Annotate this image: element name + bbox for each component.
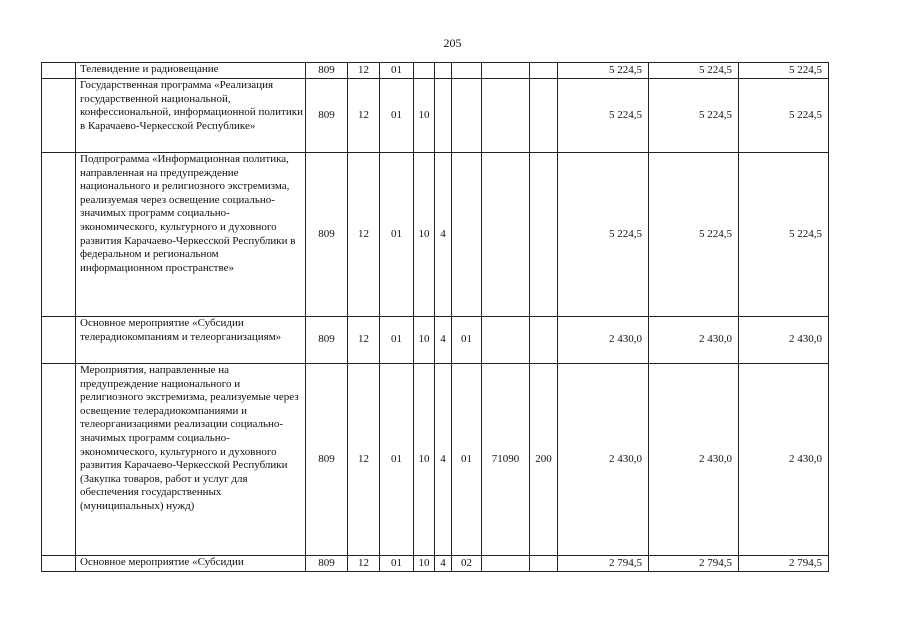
pr-cell: 01: [380, 79, 414, 153]
index-cell: [42, 556, 76, 572]
table-row: [42, 79, 829, 153]
csr-subprogram-cell: 4: [435, 556, 452, 572]
sum-year-3: 5 224,5: [739, 153, 829, 317]
rz-cell: 12: [348, 364, 380, 556]
pr-cell: 01: [380, 153, 414, 317]
pr-cell: 01: [380, 364, 414, 556]
ved-cell: 809: [306, 79, 348, 153]
sum-year-3: 2 430,0: [739, 364, 829, 556]
table-row: [42, 556, 829, 572]
csr-subprogram-cell: 4: [435, 153, 452, 317]
sum-year-2: 5 224,5: [649, 153, 739, 317]
budget-table: [41, 62, 829, 572]
csr-subprogram-cell: 4: [435, 364, 452, 556]
ved-cell: 809: [306, 364, 348, 556]
table-row: [42, 364, 829, 556]
pr-cell: 01: [380, 317, 414, 364]
csr-direction-cell: [482, 79, 530, 153]
sum-year-3: 2 794,5: [739, 556, 829, 572]
sum-year-2: 2 430,0: [649, 364, 739, 556]
csr-program-cell: 10: [414, 364, 435, 556]
row-name: Основное мероприятие «Субсидии: [76, 556, 306, 572]
ved-cell: 809: [306, 556, 348, 572]
rz-cell: 12: [348, 317, 380, 364]
vr-cell: [530, 317, 558, 364]
index-cell: [42, 63, 76, 79]
sum-year-1: 2 430,0: [558, 317, 649, 364]
index-cell: [42, 79, 76, 153]
csr-direction-cell: [482, 556, 530, 572]
pr-cell: 01: [380, 556, 414, 572]
csr-event-cell: 02: [452, 556, 482, 572]
ved-cell: 809: [306, 153, 348, 317]
sum-year-3: 5 224,5: [739, 79, 829, 153]
index-cell: [42, 153, 76, 317]
rz-cell: 12: [348, 79, 380, 153]
sum-year-2: 5 224,5: [649, 79, 739, 153]
vr-cell: [530, 153, 558, 317]
csr-program-cell: 10: [414, 79, 435, 153]
csr-program-cell: 10: [414, 153, 435, 317]
csr-event-cell: [452, 153, 482, 317]
csr-direction-cell: [482, 317, 530, 364]
sum-year-1: 5 224,5: [558, 79, 649, 153]
sum-year-1: 2 794,5: [558, 556, 649, 572]
sum-year-1: 5 224,5: [558, 63, 649, 79]
sum-year-1: 2 430,0: [558, 364, 649, 556]
sum-year-3: 2 430,0: [739, 317, 829, 364]
pr-cell: 01: [380, 63, 414, 79]
sum-year-2: 2 430,0: [649, 317, 739, 364]
csr-subprogram-cell: [435, 63, 452, 79]
row-name: Мероприятия, направленные на предупреждение национального и религиозного экстремизма, реализуемые через освещение телерадиокомпаниями и телеорганизациями реализации социально-значимых программ социально-экономического, культурного и духовного развития Карачаево-Черкесской Республики (Закупка товаров, работ и услуг для обеспечения государственных (муниципальных) нужд): [76, 364, 306, 556]
csr-event-cell: [452, 79, 482, 153]
row-name: Основное мероприятие «Субсидии телерадиокомпаниям и телеорганизациям»: [76, 317, 306, 364]
sum-year-2: 2 794,5: [649, 556, 739, 572]
vr-cell: [530, 79, 558, 153]
table-row: [42, 153, 829, 317]
csr-subprogram-cell: 4: [435, 317, 452, 364]
csr-direction-cell: [482, 63, 530, 79]
csr-program-cell: 10: [414, 317, 435, 364]
row-name: Государственная программа «Реализация государственной национальной, конфессиональной, информационной политики в Карачаево-Черкесской Республике»: [76, 79, 306, 153]
sum-year-3: 5 224,5: [739, 63, 829, 79]
index-cell: [42, 364, 76, 556]
page-number: 205: [443, 36, 462, 50]
sum-year-2: 5 224,5: [649, 63, 739, 79]
csr-event-cell: 01: [452, 317, 482, 364]
table-row: [42, 63, 829, 79]
csr-program-cell: [414, 63, 435, 79]
csr-event-cell: 01: [452, 364, 482, 556]
csr-direction-cell: [482, 153, 530, 317]
vr-cell: 200: [530, 364, 558, 556]
row-name: Телевидение и радиовещание: [76, 63, 306, 79]
vr-cell: [530, 556, 558, 572]
csr-subprogram-cell: [435, 79, 452, 153]
csr-program-cell: 10: [414, 556, 435, 572]
rz-cell: 12: [348, 63, 380, 79]
ved-cell: 809: [306, 63, 348, 79]
index-cell: [42, 317, 76, 364]
row-name: Подпрограмма «Информационная политика, направленная на предупреждение национального и религиозного экстремизма, реализуемая через освещение социально-значимых программ социально-экономического, культурного и духовного развития Карачаево-Черкесской Республики в федеральном и региональном информационном пространстве»: [76, 153, 306, 317]
csr-event-cell: [452, 63, 482, 79]
csr-direction-cell: 71090: [482, 364, 530, 556]
vr-cell: [530, 63, 558, 79]
rz-cell: 12: [348, 153, 380, 317]
rz-cell: 12: [348, 556, 380, 572]
sum-year-1: 5 224,5: [558, 153, 649, 317]
ved-cell: 809: [306, 317, 348, 364]
table-row: [42, 317, 829, 364]
